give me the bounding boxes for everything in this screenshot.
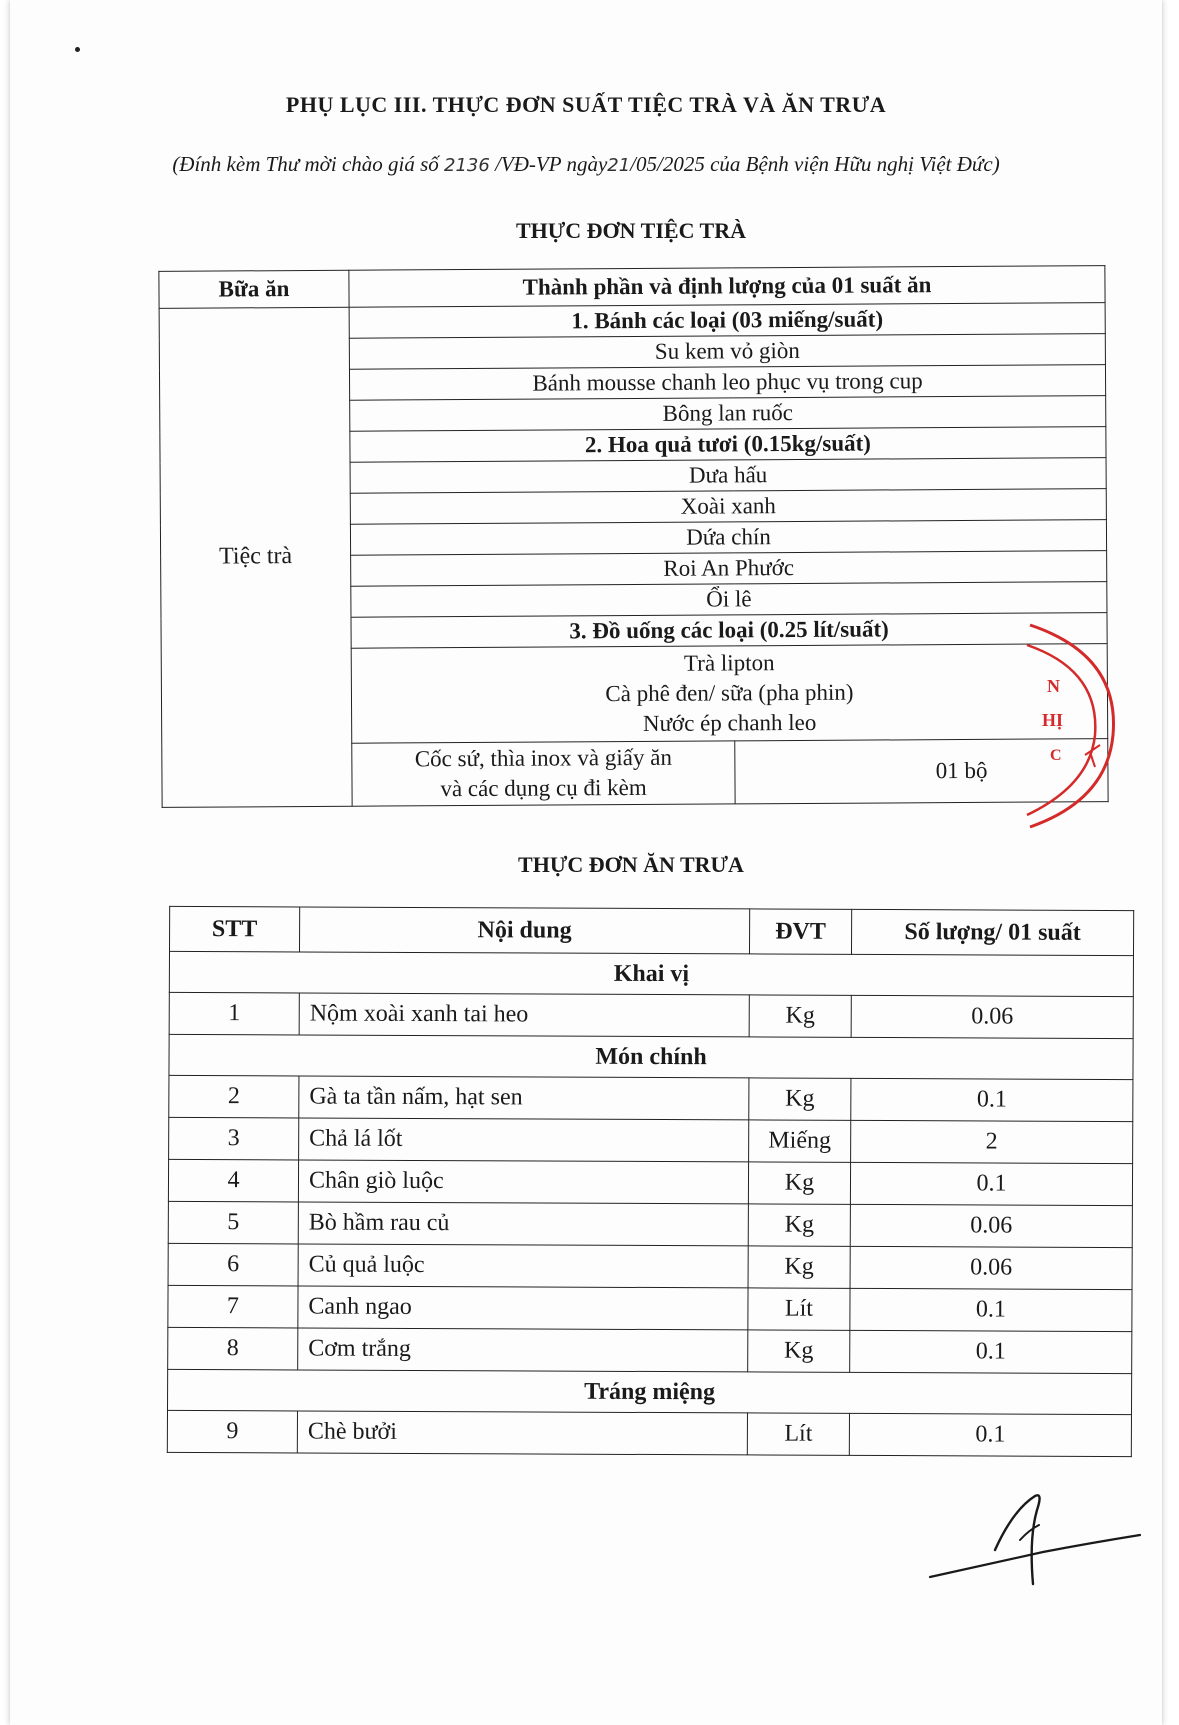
row-quantity: 2: [851, 1120, 1133, 1163]
row-content: Chả lá lốt: [299, 1118, 749, 1162]
row-stt: 2: [169, 1075, 299, 1118]
category-row: Khai vị: [169, 951, 1133, 996]
row-content: Cơm trắng: [298, 1328, 748, 1372]
ink-dot: [75, 47, 80, 52]
subtitle-mid: /VĐ-VP ngày: [489, 152, 608, 176]
utensils-cell: [352, 741, 735, 806]
menu-item: Cà phê đen/ sữa (pha phin): [605, 679, 854, 707]
row-unit: Lít: [747, 1413, 849, 1455]
subtitle-prefix: (Đính kèm Thư mời chào giá số: [172, 152, 445, 176]
row-unit: Miếng: [749, 1120, 851, 1162]
document-page: [10, 0, 1162, 1725]
lunch-menu-table: [167, 906, 1134, 1457]
menu-item: Xoài xanh: [350, 489, 1106, 525]
row-unit: Kg: [748, 1204, 850, 1246]
row-content: Chè bưởi: [297, 1411, 747, 1455]
stamp-text: C: [1050, 747, 1062, 764]
document-subtitle: [10, 152, 1162, 177]
header-meal: Bữa ăn: [159, 270, 349, 308]
menu-item: Bông lan ruốc: [350, 396, 1106, 432]
tea-menu-table: [158, 265, 1108, 808]
stamp-text: N: [1047, 676, 1060, 696]
table-row: [167, 1410, 1131, 1456]
menu-item: Roi An Phước: [351, 551, 1107, 587]
row-quantity: 0.06: [850, 1246, 1132, 1289]
table-row: [168, 1159, 1132, 1205]
utensils-quantity: 01 bộ: [735, 739, 1108, 804]
category-row: Món chính: [169, 1034, 1133, 1079]
table-row: [169, 1117, 1133, 1163]
table-row: [169, 1075, 1133, 1121]
menu-item: Dưa hấu: [350, 458, 1106, 494]
document-title: PHỤ LỤC III. THỰC ĐƠN SUẤT TIỆC TRÀ VÀ ĂN TRƯA: [285, 92, 887, 117]
category-row: Tráng miệng: [167, 1369, 1131, 1414]
menu-item: Dứa chín: [350, 520, 1106, 556]
row-stt: 3: [169, 1117, 299, 1160]
row-unit: Kg: [749, 995, 851, 1037]
lunch-menu-title: THỰC ĐƠN ĂN TRƯA: [518, 852, 744, 877]
row-stt: 4: [168, 1159, 298, 1202]
row-content: Củ quả luộc: [298, 1244, 748, 1288]
row-stt: 8: [168, 1327, 298, 1370]
group-title: 2. Hoa quả tươi (0.15kg/suất): [350, 427, 1106, 463]
menu-item: Bánh mousse chanh leo phục vụ trong cup: [349, 365, 1105, 401]
header-stt: STT: [169, 906, 299, 952]
utensils-line: Cốc sứ, thìa inox và giấy ăn: [414, 744, 672, 772]
row-quantity: 0.06: [850, 1204, 1132, 1247]
menu-item: Nước ép chanh leo: [642, 709, 817, 736]
row-quantity: 0.06: [851, 995, 1133, 1038]
tea-menu-title: THỰC ĐƠN TIỆC TRÀ: [515, 218, 747, 243]
row-quantity: 0.1: [850, 1330, 1132, 1373]
row-quantity: 0.1: [851, 1078, 1133, 1121]
utensils-line: và các dụng cụ đi kèm: [440, 774, 647, 802]
drinks-cell: [351, 644, 1108, 744]
row-unit: Kg: [749, 1078, 851, 1120]
table-row: [168, 1285, 1132, 1331]
row-stt: 9: [167, 1410, 297, 1453]
table-row: [169, 992, 1133, 1038]
row-quantity: 0.1: [849, 1413, 1131, 1456]
row-content: Bò hầm rau củ: [298, 1202, 748, 1246]
header-content: Thành phần và định lượng của 01 suất ăn: [349, 266, 1105, 308]
row-unit: Lít: [748, 1288, 850, 1330]
letter-day: 21: [607, 155, 631, 176]
header-unit: ĐVT: [749, 909, 851, 954]
subtitle-suffix: /05/2025 của Bệnh viện Hữu nghị Việt Đức): [630, 152, 1000, 176]
row-stt: 6: [168, 1243, 298, 1286]
row-content: Nộm xoài xanh tai heo: [299, 993, 749, 1037]
row-quantity: 0.1: [850, 1162, 1132, 1205]
row-unit: Kg: [748, 1330, 850, 1372]
menu-item: Trà lipton: [683, 650, 775, 676]
stamp-text: HỊ: [1042, 710, 1064, 730]
handwritten-signature-icon: [925, 1480, 1145, 1590]
row-quantity: 0.1: [850, 1288, 1132, 1331]
row-unit: Kg: [748, 1162, 850, 1204]
table-row: [168, 1327, 1132, 1373]
row-unit: Kg: [748, 1246, 850, 1288]
row-content: Chân giò luộc: [298, 1160, 748, 1204]
group-title: 1. Bánh các loại (03 miếng/suất): [349, 303, 1105, 339]
menu-item: Su kem vỏ giòn: [349, 334, 1105, 370]
row-content: Canh ngao: [298, 1286, 748, 1330]
row-stt: 5: [168, 1201, 298, 1244]
header-quantity: Số lượng/ 01 suất: [851, 909, 1133, 955]
menu-item: Ổi lê: [351, 582, 1107, 618]
red-seal-stamp: [1025, 615, 1135, 830]
table-row: [168, 1243, 1132, 1289]
row-stt: 7: [168, 1285, 298, 1328]
letter-number: 2136: [444, 155, 490, 176]
row-stt: 1: [169, 992, 299, 1035]
group-title: 3. Đồ uống các loại (0.25 lít/suất): [351, 613, 1107, 649]
table-row: [168, 1201, 1132, 1247]
header-content: Nội dung: [299, 907, 749, 954]
meal-name: Tiệc trà: [159, 307, 352, 807]
row-content: Gà ta tần nấm, hạt sen: [299, 1076, 749, 1120]
